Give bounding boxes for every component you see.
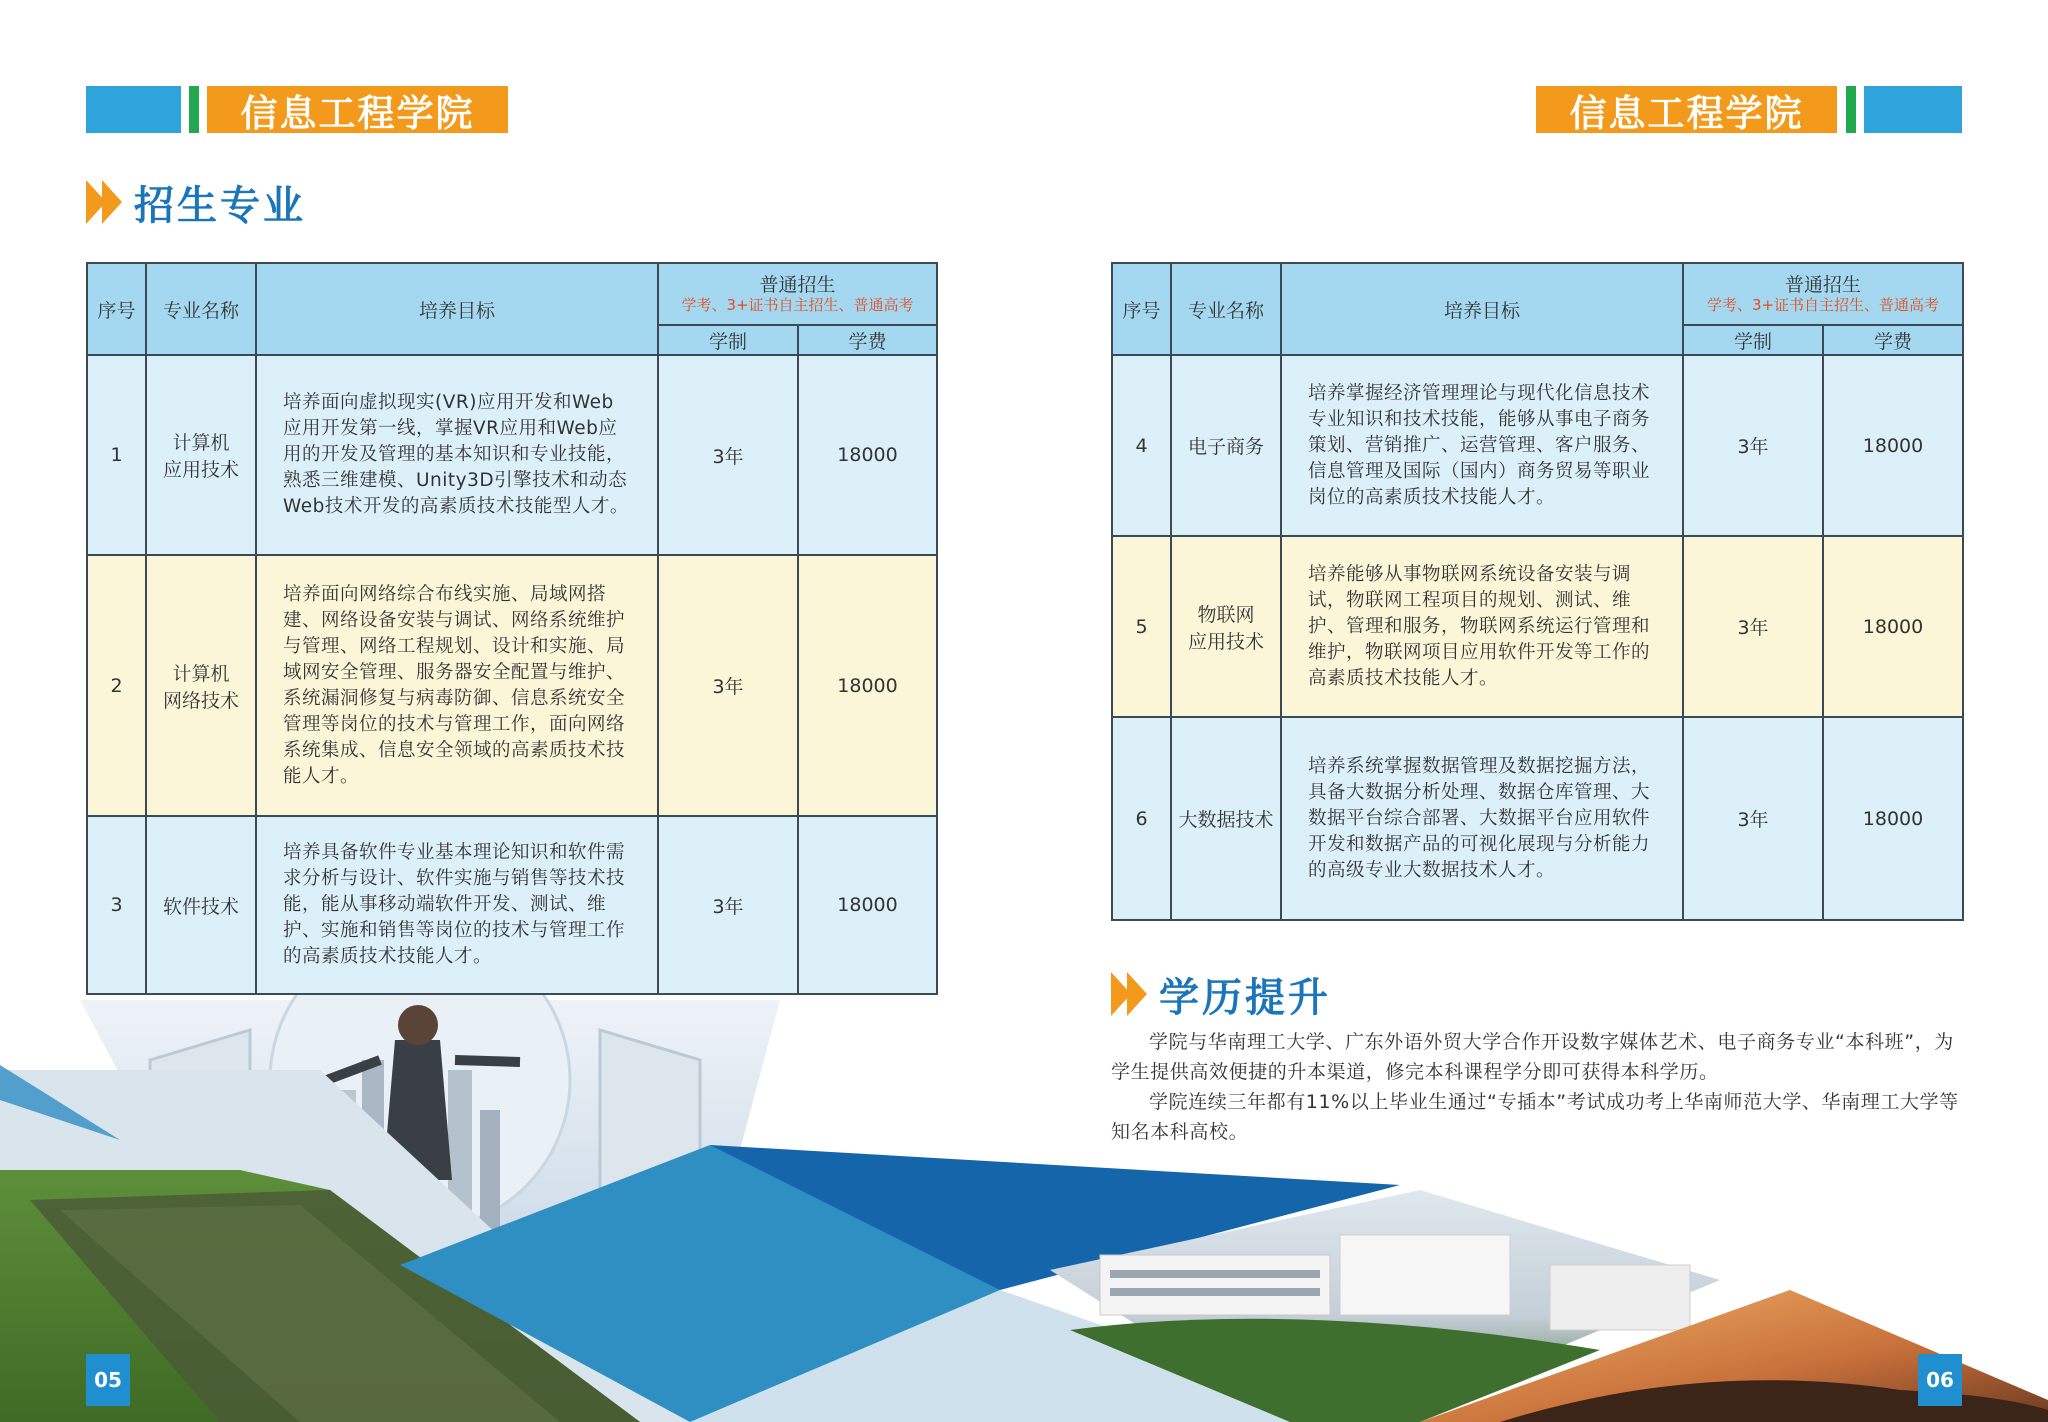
header-duration: 学制	[1683, 325, 1823, 355]
section-title-education	[1111, 970, 1331, 1021]
header-enroll-label: 普通招生	[1784, 274, 1861, 296]
row-major: 物联网 应用技术	[1171, 536, 1281, 717]
section-title-enrollment	[86, 178, 306, 229]
table-row	[1112, 717, 1963, 920]
table-header-row	[87, 263, 937, 325]
double-chevron-icon	[86, 180, 118, 224]
row-duration: 3年	[658, 816, 798, 994]
header-duration: 学制	[658, 325, 798, 355]
header-enroll-label: 普通招生	[759, 274, 836, 296]
section-title-text: 招生专业	[134, 182, 306, 229]
education-text	[1111, 1027, 1962, 1147]
header-bar-blue-right	[1864, 86, 1962, 133]
header-bar-blue-left	[86, 86, 181, 133]
row-duration: 3年	[658, 355, 798, 555]
row-fee: 18000	[798, 816, 937, 994]
row-goal: 培养掌握经济管理理论与现代化信息技术专业知识和技术技能，能够从事电子商务策划、营销推广、运营管理、客户服务、信息管理及国际（国内）商务贸易等职业岗位的高素质技术技能人才。	[1281, 355, 1683, 536]
header-seq: 序号	[87, 263, 146, 355]
row-fee: 18000	[798, 355, 937, 555]
header-fee: 学费	[1823, 325, 1963, 355]
row-fee: 18000	[798, 555, 937, 816]
row-goal: 培养面向虚拟现实(VR)应用开发和Web应用开发第一线，掌握VR应用和Web应用的开发及管理的基本知识和专业技能，熟悉三维建模、Unity3D引擎技术和动态Web技术开发的高素质技术技能型人才。	[256, 355, 658, 555]
header-goal: 培养目标	[256, 263, 658, 355]
header-goal: 培养目标	[1281, 263, 1683, 355]
row-seq: 6	[1112, 717, 1171, 920]
row-seq: 5	[1112, 536, 1171, 717]
row-fee: 18000	[1823, 536, 1963, 717]
header-bar-green-left	[189, 86, 199, 133]
table-row	[87, 816, 937, 994]
college-title-left: 信息工程学院	[207, 86, 508, 133]
row-goal: 培养具备软件专业基本理论知识和软件需求分析与设计、软件实施与销售等技术技能，能从事移动端软件开发、测试、维护、实施和销售等岗位的技术与管理工作的高素质技术技能人才。	[256, 816, 658, 994]
education-paragraph: 学院连续三年都有11%以上毕业生通过“专插本”考试成功考上华南师范大学、华南理工大学等知名本科高校。	[1111, 1091, 1959, 1143]
section-title-text: 学历提升	[1159, 974, 1331, 1021]
row-duration: 3年	[1683, 536, 1823, 717]
row-seq: 4	[1112, 355, 1171, 536]
header-enroll-note: 学考、3+证书自主招生、普通高考	[681, 296, 914, 314]
row-duration: 3年	[658, 555, 798, 816]
header-fee: 学费	[798, 325, 937, 355]
education-paragraph: 学院与华南理工大学、广东外语外贸大学合作开设数字媒体艺术、电子商务专业“本科班”，为学生提供高效便捷的升本渠道，修完本科课程学分即可获得本科学历。	[1111, 1031, 1954, 1083]
row-seq: 1	[87, 355, 146, 555]
header-bar-green-right	[1846, 86, 1856, 133]
majors-table-left	[86, 262, 938, 995]
row-fee: 18000	[1823, 717, 1963, 920]
row-seq: 2	[87, 555, 146, 816]
page-number-right: 06	[1918, 1354, 1962, 1406]
table-row	[87, 355, 937, 555]
row-major: 软件技术	[146, 816, 256, 994]
row-goal: 培养能够从事物联网系统设备安装与调试，物联网工程项目的规划、测试、维护、管理和服务，物联网系统运行管理和维护，物联网项目应用软件开发等工作的高素质技术技能人才。	[1281, 536, 1683, 717]
table-row	[1112, 355, 1963, 536]
page-number-left: 05	[86, 1354, 130, 1406]
row-fee: 18000	[1823, 355, 1963, 536]
row-goal: 培养面向网络综合布线实施、局域网搭建、网络设备安装与调试、网络系统维护与管理、网络工程规划、设计和实施、局域网安全管理、服务器安全配置与维护、系统漏洞修复与病毒防御、信息系统安全管理等岗位的技术与管理工作，面向网络系统集成、信息安全领域的高素质技术技能人才。	[256, 555, 658, 816]
header-major: 专业名称	[146, 263, 256, 355]
header-enroll	[1683, 263, 1963, 325]
header-enroll	[658, 263, 937, 325]
row-major: 计算机 网络技术	[146, 555, 256, 816]
row-goal: 培养系统掌握数据管理及数据挖掘方法，具备大数据分析处理、数据仓库管理、大数据平台综合部署、大数据平台应用软件开发和数据产品的可视化展现与分析能力的高级专业大数据技术人才。	[1281, 717, 1683, 920]
double-chevron-icon	[1111, 972, 1143, 1016]
row-major: 电子商务	[1171, 355, 1281, 536]
header-seq: 序号	[1112, 263, 1171, 355]
header-major: 专业名称	[1171, 263, 1281, 355]
majors-table-right	[1111, 262, 1964, 921]
row-seq: 3	[87, 816, 146, 994]
row-major: 计算机 应用技术	[146, 355, 256, 555]
table-header-row	[1112, 263, 1963, 325]
table-row	[87, 555, 937, 816]
college-title-right: 信息工程学院	[1536, 86, 1837, 133]
table-row	[1112, 536, 1963, 717]
row-major: 大数据技术	[1171, 717, 1281, 920]
row-duration: 3年	[1683, 355, 1823, 536]
row-duration: 3年	[1683, 717, 1823, 920]
header-enroll-note: 学考、3+证书自主招生、普通高考	[1706, 296, 1940, 314]
